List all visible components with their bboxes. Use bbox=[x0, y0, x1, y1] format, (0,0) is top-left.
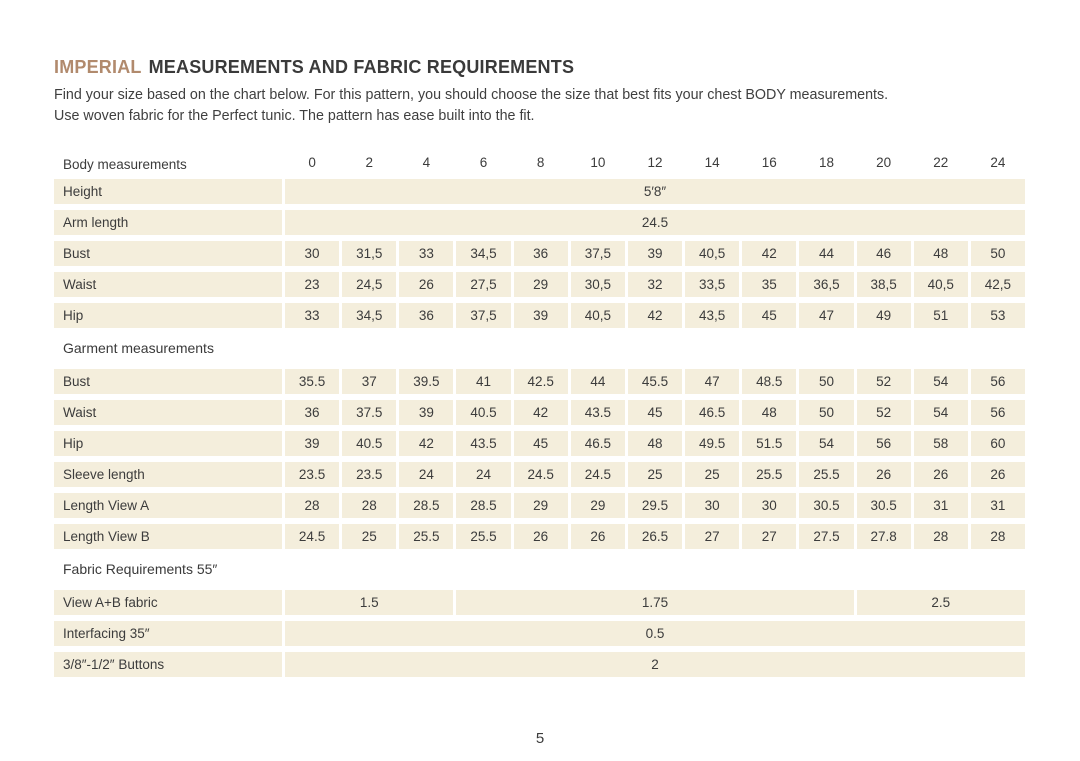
value-cell: 24.5 bbox=[514, 462, 568, 487]
value-cell: 39 bbox=[514, 303, 568, 328]
value-cell: 2 bbox=[285, 652, 1025, 677]
value-cell: 54 bbox=[799, 431, 853, 456]
value-cell: 25 bbox=[628, 462, 682, 487]
value-cell: 26 bbox=[971, 462, 1025, 487]
value-cell: 50 bbox=[799, 369, 853, 394]
value-cell: 23.5 bbox=[342, 462, 396, 487]
value-cell: 39 bbox=[285, 431, 339, 456]
value-cell: 26 bbox=[514, 524, 568, 549]
value-cell: 42 bbox=[628, 303, 682, 328]
value-cell: 52 bbox=[857, 369, 911, 394]
value-cell: 34,5 bbox=[456, 241, 510, 266]
row-label: Height bbox=[54, 179, 282, 204]
value-cell: 28 bbox=[342, 493, 396, 518]
value-cell: 49.5 bbox=[685, 431, 739, 456]
value-cell: 31 bbox=[971, 493, 1025, 518]
value-cell: 45 bbox=[742, 303, 796, 328]
value-cell: 40.5 bbox=[342, 431, 396, 456]
value-cell: 36 bbox=[285, 400, 339, 425]
value-cell: 41 bbox=[456, 369, 510, 394]
size-column-header: 8 bbox=[536, 154, 545, 170]
row-label: Length View B bbox=[54, 524, 282, 549]
value-cell: 30.5 bbox=[799, 493, 853, 518]
value-cell: 54 bbox=[914, 400, 968, 425]
value-cell: 24,5 bbox=[342, 272, 396, 297]
value-cell: 37,5 bbox=[456, 303, 510, 328]
value-cell: 37 bbox=[342, 369, 396, 394]
value-cell: 47 bbox=[685, 369, 739, 394]
size-column-header: 6 bbox=[479, 154, 488, 170]
value-cell: 48 bbox=[914, 241, 968, 266]
value-cell: 24 bbox=[456, 462, 510, 487]
value-cell: 60 bbox=[971, 431, 1025, 456]
value-cell: 37,5 bbox=[571, 241, 625, 266]
row-label: View A+B fabric bbox=[54, 590, 282, 615]
row-label: Waist bbox=[54, 272, 282, 297]
value-cell: 39.5 bbox=[399, 369, 453, 394]
value-cell: 50 bbox=[971, 241, 1025, 266]
value-cell: 33,5 bbox=[685, 272, 739, 297]
table-row bbox=[54, 272, 1025, 297]
size-column-header: 12 bbox=[647, 154, 663, 170]
value-cell: 48 bbox=[742, 400, 796, 425]
value-cell: 25.5 bbox=[456, 524, 510, 549]
table-section-row bbox=[54, 555, 1025, 584]
value-cell: 28.5 bbox=[456, 493, 510, 518]
value-cell: 48.5 bbox=[742, 369, 796, 394]
value-cell: 23 bbox=[285, 272, 339, 297]
value-cell: 40,5 bbox=[685, 241, 739, 266]
table-row bbox=[54, 369, 1025, 394]
value-cell: 29 bbox=[514, 272, 568, 297]
value-cell: 5′8″ bbox=[285, 179, 1025, 204]
value-cell: 51 bbox=[914, 303, 968, 328]
value-cell: 45.5 bbox=[628, 369, 682, 394]
table-row bbox=[54, 652, 1025, 677]
value-cell: 26.5 bbox=[628, 524, 682, 549]
value-cell: 2.5 bbox=[857, 590, 1025, 615]
value-cell: 48 bbox=[628, 431, 682, 456]
value-cell: 24.5 bbox=[285, 524, 339, 549]
table-section-label: Garment measurements bbox=[63, 340, 214, 357]
intro-text bbox=[54, 85, 1025, 128]
value-cell: 25.5 bbox=[799, 462, 853, 487]
value-cell: 30 bbox=[742, 493, 796, 518]
value-cell: 27 bbox=[742, 524, 796, 549]
row-label: Hip bbox=[54, 431, 282, 456]
row-label: Interfacing 35″ bbox=[54, 621, 282, 646]
size-column-header: 24 bbox=[990, 154, 1006, 170]
row-label: Sleeve length bbox=[54, 462, 282, 487]
value-cell: 43.5 bbox=[571, 400, 625, 425]
value-cell: 33 bbox=[285, 303, 339, 328]
value-cell: 25.5 bbox=[399, 524, 453, 549]
value-cell: 36 bbox=[514, 241, 568, 266]
value-cell: 29 bbox=[514, 493, 568, 518]
value-cell: 24.5 bbox=[285, 210, 1025, 235]
table-header-row bbox=[54, 150, 1025, 172]
value-cell: 45 bbox=[514, 431, 568, 456]
value-cell: 33 bbox=[399, 241, 453, 266]
value-cell: 58 bbox=[914, 431, 968, 456]
value-cell: 35.5 bbox=[285, 369, 339, 394]
value-cell: 30.5 bbox=[857, 493, 911, 518]
table-row bbox=[54, 493, 1025, 518]
value-cell: 45 bbox=[628, 400, 682, 425]
value-cell: 42,5 bbox=[971, 272, 1025, 297]
row-label: Bust bbox=[54, 241, 282, 266]
value-cell: 28.5 bbox=[399, 493, 453, 518]
row-label: Hip bbox=[54, 303, 282, 328]
value-cell: 40,5 bbox=[571, 303, 625, 328]
value-cell: 1.75 bbox=[456, 590, 853, 615]
table-row bbox=[54, 621, 1025, 646]
value-cell: 30 bbox=[685, 493, 739, 518]
table-row bbox=[54, 462, 1025, 487]
value-cell: 46.5 bbox=[685, 400, 739, 425]
value-cell: 51.5 bbox=[742, 431, 796, 456]
size-column-header: 22 bbox=[933, 154, 949, 170]
value-cell: 27.8 bbox=[857, 524, 911, 549]
value-cell: 30 bbox=[285, 241, 339, 266]
value-cell: 40.5 bbox=[456, 400, 510, 425]
value-cell: 30,5 bbox=[571, 272, 625, 297]
value-cell: 42 bbox=[514, 400, 568, 425]
size-column-header: 10 bbox=[590, 154, 606, 170]
intro-line-2: Use woven fabric for the Perfect tunic. The pattern has ease built into the fit. bbox=[54, 108, 535, 125]
size-column-header: 2 bbox=[365, 154, 373, 170]
value-cell: 34,5 bbox=[342, 303, 396, 328]
value-cell: 42.5 bbox=[514, 369, 568, 394]
value-cell: 56 bbox=[857, 431, 911, 456]
value-cell: 31,5 bbox=[342, 241, 396, 266]
page-number: 5 bbox=[535, 730, 545, 747]
table-header-label: Body measurements bbox=[63, 156, 187, 172]
value-cell: 42 bbox=[399, 431, 453, 456]
value-cell: 1.5 bbox=[285, 590, 453, 615]
value-cell: 26 bbox=[857, 462, 911, 487]
size-column-header: 14 bbox=[704, 154, 720, 170]
value-cell: 39 bbox=[399, 400, 453, 425]
value-cell: 36 bbox=[399, 303, 453, 328]
value-cell: 44 bbox=[571, 369, 625, 394]
value-cell: 53 bbox=[971, 303, 1025, 328]
value-cell: 28 bbox=[971, 524, 1025, 549]
row-label: Length View A bbox=[54, 493, 282, 518]
value-cell: 50 bbox=[799, 400, 853, 425]
page-title-rest: MEASUREMENTS AND FABRIC REQUIREMENTS bbox=[148, 57, 575, 77]
value-cell: 24 bbox=[399, 462, 453, 487]
value-cell: 38,5 bbox=[857, 272, 911, 297]
table-section-label: Fabric Requirements 55″ bbox=[63, 561, 218, 578]
table-row bbox=[54, 400, 1025, 425]
row-label: Bust bbox=[54, 369, 282, 394]
value-cell: 25 bbox=[342, 524, 396, 549]
size-column-header: 20 bbox=[876, 154, 892, 170]
value-cell: 46 bbox=[857, 241, 911, 266]
table-row bbox=[54, 241, 1025, 266]
value-cell: 23.5 bbox=[285, 462, 339, 487]
value-cell: 27,5 bbox=[456, 272, 510, 297]
value-cell: 49 bbox=[857, 303, 911, 328]
value-cell: 26 bbox=[399, 272, 453, 297]
row-label: 3/8″-1/2″ Buttons bbox=[54, 652, 282, 677]
row-label: Arm length bbox=[54, 210, 282, 235]
size-table bbox=[54, 150, 1025, 677]
value-cell: 37.5 bbox=[342, 400, 396, 425]
value-cell: 29 bbox=[571, 493, 625, 518]
value-cell: 32 bbox=[628, 272, 682, 297]
table-section-row bbox=[54, 334, 1025, 363]
value-cell: 25 bbox=[685, 462, 739, 487]
value-cell: 47 bbox=[799, 303, 853, 328]
value-cell: 52 bbox=[857, 400, 911, 425]
size-column-header: 18 bbox=[818, 154, 834, 170]
value-cell: 28 bbox=[914, 524, 968, 549]
value-cell: 31 bbox=[914, 493, 968, 518]
size-column-header: 16 bbox=[761, 154, 777, 170]
value-cell: 0.5 bbox=[285, 621, 1025, 646]
size-column-header: 4 bbox=[422, 154, 431, 170]
table-row bbox=[54, 431, 1025, 456]
value-cell: 40,5 bbox=[914, 272, 968, 297]
table-row bbox=[54, 210, 1025, 235]
value-cell: 27.5 bbox=[799, 524, 853, 549]
value-cell: 26 bbox=[571, 524, 625, 549]
table-row bbox=[54, 179, 1025, 204]
page-title-accent: IMPERIAL bbox=[54, 57, 142, 77]
value-cell: 56 bbox=[971, 400, 1025, 425]
value-cell: 39 bbox=[628, 241, 682, 266]
value-cell: 44 bbox=[799, 241, 853, 266]
value-cell: 46.5 bbox=[571, 431, 625, 456]
value-cell: 25.5 bbox=[742, 462, 796, 487]
intro-line-1: Find your size based on the chart below. For this pattern, you should choose the size that best fits your chest BODY measurements. bbox=[54, 87, 889, 103]
value-cell: 35 bbox=[742, 272, 796, 297]
value-cell: 56 bbox=[971, 369, 1025, 394]
value-cell: 54 bbox=[914, 369, 968, 394]
value-cell: 26 bbox=[914, 462, 968, 487]
row-label: Waist bbox=[54, 400, 282, 425]
value-cell: 28 bbox=[285, 493, 339, 518]
value-cell: 43,5 bbox=[685, 303, 739, 328]
page-title bbox=[54, 57, 1025, 78]
size-column-header: 0 bbox=[308, 154, 316, 170]
table-row bbox=[54, 303, 1025, 328]
value-cell: 24.5 bbox=[571, 462, 625, 487]
table-row bbox=[54, 524, 1025, 549]
value-cell: 36,5 bbox=[799, 272, 853, 297]
value-cell: 29.5 bbox=[628, 493, 682, 518]
value-cell: 43.5 bbox=[456, 431, 510, 456]
table-row bbox=[54, 590, 1025, 615]
value-cell: 42 bbox=[742, 241, 796, 266]
value-cell: 27 bbox=[685, 524, 739, 549]
